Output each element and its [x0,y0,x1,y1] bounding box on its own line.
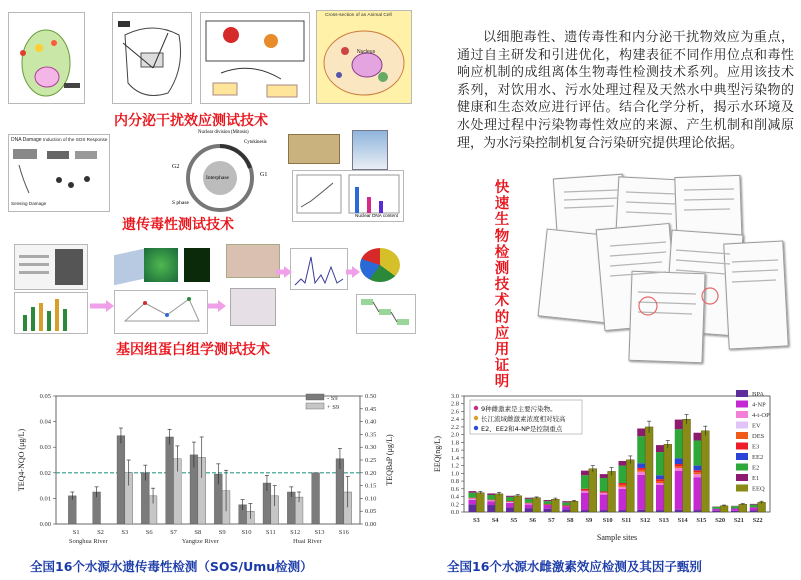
stack-segment-4-t-op [619,487,627,489]
stack-segment-des [694,472,702,474]
y-tick-label: 3.0 [450,393,459,400]
s-phase-label: S phase [172,200,189,206]
stack-segment-bpa [469,504,477,512]
legend-swatch [736,390,748,397]
legend-label: E3 [752,443,760,451]
stack-segment-e2 [562,502,570,505]
stack-segment-e2 [675,429,683,458]
annotation-text: 长江流域雌激素浓度相对较高 [481,415,566,423]
y2-axis-title: TEQBaP (μg/L) [385,434,394,486]
legend-label: 4-t-OP [752,412,770,419]
stack-segment-4-t-op [600,493,608,495]
dna-damage-label: DNA Damage [11,137,42,143]
stack-segment-ee2 [637,463,645,468]
stack-segment-e3 [656,479,664,481]
bar-minus-s9 [312,473,320,524]
y2-tick-label: 0.10 [365,495,377,503]
stack-segment-bpa [750,510,758,512]
x-tick-label: S20 [715,517,726,524]
y2-tick-label: 0.15 [365,482,377,490]
y2-tick-label: 0.40 [365,418,377,426]
legend-label: EE2 [752,454,764,461]
stack-segment-e2 [544,501,552,504]
stack-segment-4-t-op [694,474,702,477]
stack-segment-e2 [469,493,477,498]
x-tick-label: S7 [547,517,555,524]
y2-tick-label: 0.30 [365,444,377,452]
stack-segment-4-np [750,507,758,510]
x-tick-label: S22 [752,517,763,524]
stack-segment-e1 [750,504,758,505]
description-paragraph: 以细胞毒性、遗传毒性和内分泌干扰物效应为重点，通过自主研发和引进优化，构建表征不同作用位点和毒性响应机制的成组离体生物毒性检测技术系列。应用该技术系列，对饮用水、污水处理过程及天然水中典型污染物的健康和生态效应进行评估。结合化学分析，揭示水环境及水处理过程中污染物毒性效应的来源、产生机制和削减原理，为水污染控制机复合污染研究提供理论依据。 [457,30,794,151]
y-tick-label: 0.03 [39,444,51,452]
stack-segment-e3 [637,468,645,470]
stack-segment-4-t-op [675,468,683,471]
stack-segment-4-t-op [637,472,645,475]
stack-segment-e3 [525,503,533,504]
endocrine-title: 内分泌干扰效应测试技术 [114,113,268,129]
legend-swatch [736,453,748,460]
y-tick-label: 0.05 [39,393,51,400]
y-tick-label: 0.0 [450,509,459,516]
y-tick-label: 0.6 [450,485,459,493]
stack-segment-e1 [581,471,589,476]
river-group-label: Yangtze River [181,538,219,545]
y-tick-label: 1.2 [450,462,459,470]
stack-segment-4-np [619,489,627,510]
legend-label: 4-NP [752,401,766,409]
eeq-bar [589,469,597,512]
bar-minus-s9 [166,437,174,524]
x-tick-label: S14 [677,517,688,524]
annotation-bullet [474,426,478,430]
stack-segment-ee2 [675,458,683,464]
y-tick-label: 1.6 [450,447,459,455]
stack-segment-bpa [562,509,570,512]
river-group-label: Songhua River [68,538,108,545]
y2-tick-label: 0.05 [365,508,377,516]
annotation-text: 9种雌激素是主要污染物。 [481,405,557,413]
stack-segment-e2 [656,452,664,475]
x-tick-label: S8 [566,517,574,524]
genotoxicity-title: 遗传毒性测试技术 [122,217,234,233]
stack-segment-4-np [694,477,702,510]
stack-segment-e3 [581,489,589,491]
stack-segment-e2 [731,506,739,508]
legend-label: + S9 [327,404,340,411]
stack-segment-e1 [562,501,570,502]
stack-segment-e1 [619,461,627,466]
legend-label: E2 [752,464,760,472]
eeq-bar [739,504,747,512]
estrogen-chart [408,378,801,550]
eeq-bar [626,460,634,512]
cuvette-photo-thumb [352,130,388,170]
estrogen-caption: 全国16个水源水雌激素效应检测及其因子甄别 [447,559,702,574]
stack-segment-des [637,470,645,472]
genomics-title: 基因组蛋白组学测试技术 [116,342,270,358]
stack-segment-ev [506,502,514,503]
x-tick-label: S21 [733,517,744,524]
x-tick-label: S8 [194,529,202,536]
x-tick-label: S15 [696,517,707,524]
y2-tick-label: 0.45 [365,405,377,413]
eeq-bar [608,471,616,512]
legend-swatch [736,401,748,408]
y-tick-label: 2.6 [450,408,459,416]
stack-segment-e3 [694,470,702,472]
annotation-text: E2、EE2和4-NP是控制重点 [481,425,563,433]
x-tick-label: S5 [510,517,518,524]
y-tick-label: 0.8 [450,478,459,486]
y2-tick-label: 0.00 [365,521,377,528]
sos-label: Induction of the SOS Response [43,137,108,142]
stack-segment-e2 [525,499,533,503]
stack-segment-e3 [619,483,627,485]
certificate-text-lines [530,176,790,366]
stack-segment-e3 [469,498,477,499]
stack-segment-ee2 [694,466,702,471]
stack-segment-e1 [694,433,702,441]
stack-segment-e1 [675,420,683,430]
nucleus-label: Nucleus [357,49,376,55]
stack-segment-e3 [675,464,683,466]
stack-segment-bpa [675,510,683,512]
legend-swatch [736,422,748,429]
stack-segment-e2 [750,505,758,508]
x-axis-title: Sample sites [596,533,638,542]
annotation-bullet [474,406,478,410]
x-tick-label: S10 [602,517,613,524]
x-tick-label: S12 [290,529,301,536]
stack-segment-e1 [600,474,608,478]
stack-segment-bpa [487,505,495,512]
y-tick-label: 1.8 [450,439,459,447]
x-tick-label: S9 [585,517,593,524]
legend-swatch [736,443,748,450]
stack-segment-ev [525,503,533,504]
eeq-bar [476,493,484,512]
nuclear-dna-label: Nuclear DNA content [355,213,398,218]
stack-segment-des [656,481,664,483]
stack-segment-4-np [675,471,683,510]
y-tick-label: 0.00 [39,521,51,528]
legend-label: - S9 [327,395,338,402]
g1-label: G1 [260,172,268,178]
stack-segment-bpa [712,511,720,512]
eeq-bar [551,499,559,512]
plate-photo-thumb [288,134,340,164]
stack-segment-bpa [656,510,664,512]
x-tick-label: S13 [658,517,669,524]
stack-segment-e1 [656,445,664,452]
eeq-bar [645,427,653,512]
stack-segment-4-np [562,506,570,509]
x-tick-label: S1 [72,529,80,536]
x-tick-label: S6 [529,517,537,524]
stack-segment-bpa [731,511,739,512]
stack-segment-e3 [562,505,570,506]
legend-swatch [736,485,748,492]
legend-label: EEQ [752,485,765,493]
x-tick-label: S3 [472,517,480,524]
y2-tick-label: 0.25 [365,457,377,464]
legend-swatch [736,464,748,471]
stack-segment-4-np [487,501,495,505]
eeq-bar [683,419,691,512]
eeq-bar [664,444,672,512]
stack-segment-e1 [525,498,533,499]
stack-segment-e1 [469,491,477,493]
stack-segment-e3 [506,501,514,502]
stack-segment-ee2 [656,475,664,479]
y-tick-label: 1.0 [450,470,459,478]
legend-label: E1 [752,475,760,482]
stack-segment-4-np [506,503,514,508]
y-axis-title: TEQ4-NQO (μg/L) [17,428,26,492]
cytokinesis-label: Cytokinesis [244,140,267,145]
certificates-vertical-title: 快速生物检测技术的应用证明 [494,180,510,391]
x-tick-label: S9 [218,529,226,536]
stack-segment-e2 [694,440,702,465]
stack-segment-e2 [712,507,720,509]
y-tick-label: 2.4 [450,416,459,424]
stack-segment-bpa [694,510,702,512]
nuclear-division-label: Nuclear division (Mitosis) [198,130,249,135]
sos-response-thumb [8,134,110,212]
y-axis-title: EEQ(ng/L) [433,436,442,472]
stack-segment-e2 [619,466,627,483]
stack-segment-bpa [619,510,627,512]
g2-label: G2 [172,164,180,170]
legend-swatch [736,432,748,439]
x-tick-label: S11 [265,529,276,536]
certificate-stack [530,176,790,366]
eeq-bar [720,506,728,512]
stack-segment-4-np [656,485,664,510]
eeq-bar [570,501,578,512]
y2-tick-label: 0.20 [365,469,377,477]
cell-diagram-thumb [8,12,85,104]
x-tick-label: S3 [121,529,129,536]
stack-segment-des [675,466,683,468]
stack-segment-e3 [600,492,608,493]
stack-segment-e2 [506,497,514,501]
eeq-bar [758,502,766,512]
receptor-diagram-thumb [112,12,192,104]
y-tick-label: 0.4 [450,493,459,501]
stack-segment-4-np [600,495,608,510]
pink-arrows [14,244,414,334]
y-tick-label: 0.02 [39,469,51,477]
genomics-images-strip [14,244,414,334]
interphase-label: Interphase [206,175,229,181]
animal-cell-thumb [316,10,412,104]
stack-segment-bpa [637,510,645,512]
stack-segment-bpa [581,510,589,512]
legend-label: DES [752,433,765,440]
y-tick-label: 2.0 [450,431,459,439]
flow-cytometry-thumb [292,170,404,222]
y-tick-label: 2.8 [450,400,459,408]
stack-segment-bpa [544,509,552,512]
stack-segment-e2 [581,475,589,489]
stack-segment-e2 [487,495,495,500]
stack-segment-e3 [544,504,552,505]
x-tick-label: S16 [338,529,349,536]
y2-tick-label: 0.35 [365,431,377,439]
x-tick-label: S11 [621,517,632,524]
y-tick-label: 0.01 [39,495,51,503]
stack-segment-des [619,485,627,487]
stack-segment-e1 [637,428,645,436]
stack-segment-4-t-op [581,491,589,493]
y-tick-label: 0.2 [450,501,459,509]
y-tick-label: 2.2 [450,423,459,431]
bar-minus-s9 [117,436,125,524]
stack-segment-e1 [506,496,514,497]
stack-segment-bpa [506,507,514,512]
stack-segment-ev [487,500,495,501]
stack-segment-4-np [544,505,552,509]
x-tick-label: S7 [170,529,177,536]
x-tick-label: S2 [97,529,104,536]
annotation-bullet [474,416,478,420]
x-tick-label: S4 [491,517,499,524]
y-tick-label: 1.4 [450,454,459,462]
sensing-label: Sensing Damage [11,201,47,206]
legend-swatch [306,394,324,400]
x-tick-label: S10 [241,529,252,536]
eeq-bar [495,494,503,512]
stack-segment-e2 [600,478,608,492]
cross-section-label: Cross-section of an Animal Cell [325,13,392,18]
genotoxicity-caption: 全国16个水源水遗传毒性检测（SOS/Umu检测） [30,559,313,574]
legend-label: BPA [752,391,765,398]
stack-segment-e3 [487,500,495,501]
stack-segment-e1 [487,493,495,495]
stack-segment-4-np [712,509,720,511]
stack-segment-4-np [731,509,739,511]
stack-segment-bpa [525,508,533,512]
stack-segment-ev [469,498,477,499]
x-tick-label: S6 [145,529,153,536]
stack-segment-4-np [469,500,477,505]
stack-segment-bpa [600,510,608,512]
river-group-label: Huai River [292,538,322,545]
eeq-bar [701,431,709,512]
stack-segment-e2 [637,436,645,463]
eeq-bar [533,498,541,512]
stack-segment-4-np [525,504,533,508]
pathway-diagram-thumb [200,12,310,104]
legend-swatch [306,403,324,409]
genotoxicity-chart [0,378,400,550]
stack-segment-4-np [637,475,645,510]
cell-cycle-thumb [168,130,273,218]
y-tick-label: 0.04 [39,418,51,426]
stack-segment-4-np [581,493,589,510]
x-tick-label: S12 [640,517,651,524]
bar-minus-s9 [68,496,76,524]
y2-tick-label: 0.50 [365,393,377,400]
legend-swatch [736,411,748,418]
eeq-bar [514,496,522,512]
stack-segment-e1 [544,500,552,501]
legend-label: EV [752,422,761,430]
stack-segment-4-t-op [656,483,664,485]
x-tick-label: S13 [314,529,325,536]
legend-swatch [736,474,748,481]
